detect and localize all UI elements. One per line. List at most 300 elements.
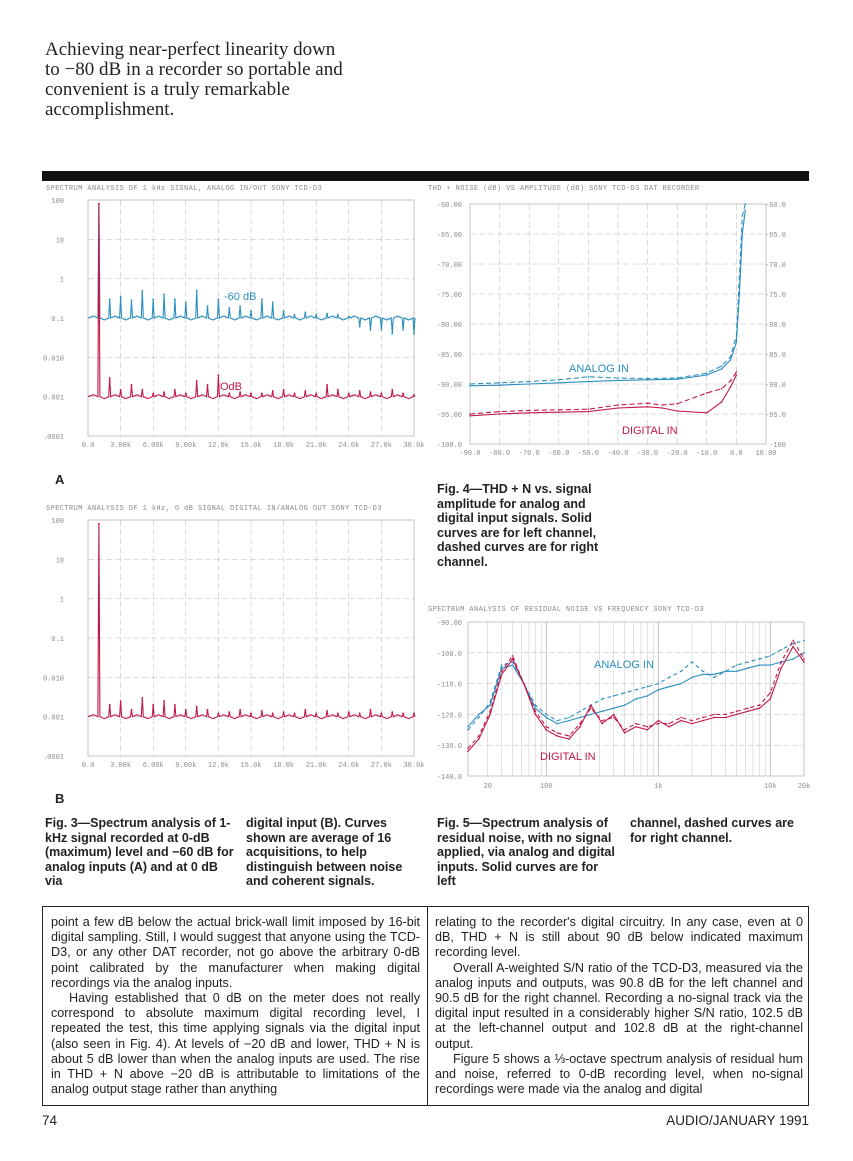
data-point bbox=[706, 372, 708, 374]
data-point bbox=[759, 704, 761, 706]
annotation-blue: ANALOG IN bbox=[569, 363, 629, 375]
y-tick-label: 100 bbox=[51, 198, 64, 206]
x-tick-label: -80.0 bbox=[489, 450, 511, 458]
x-tick-label: 20 bbox=[483, 783, 492, 791]
y-tick-label: .0001 bbox=[42, 434, 64, 442]
pull-quote: Achieving near-perfect linearity down to −80 dB in a recorder so portable and convenient is a truly remarkable accomplishment. bbox=[45, 39, 343, 120]
data-point bbox=[469, 413, 471, 415]
data-point bbox=[680, 683, 682, 685]
data-point bbox=[218, 374, 220, 376]
data-point bbox=[528, 383, 530, 385]
data-point bbox=[413, 713, 415, 715]
body-column-right bbox=[435, 915, 803, 1097]
data-point bbox=[348, 711, 350, 713]
data-point bbox=[239, 709, 241, 711]
y-tick-label: 0.001 bbox=[42, 714, 64, 723]
data-point bbox=[742, 233, 744, 235]
data-point bbox=[402, 713, 404, 715]
data-point bbox=[218, 298, 220, 300]
data-point bbox=[174, 298, 176, 300]
data-point bbox=[747, 667, 749, 669]
data-point bbox=[467, 747, 469, 749]
y-tick-label-right: -100 bbox=[769, 442, 786, 450]
x-tick-label: 12.0k bbox=[207, 762, 229, 770]
x-tick-label: 20k bbox=[797, 783, 811, 791]
annotation-blue: -60 dB bbox=[224, 291, 257, 303]
data-point bbox=[467, 729, 469, 731]
data-point bbox=[131, 384, 133, 386]
x-tick-label: 24.0k bbox=[338, 442, 360, 450]
data-point bbox=[359, 390, 361, 392]
x-tick-label: 15.0k bbox=[240, 762, 262, 770]
y-tick-label-right: -70.0 bbox=[764, 262, 786, 270]
y-tick-label: .0001 bbox=[42, 754, 64, 762]
data-point bbox=[337, 713, 339, 715]
body-column-left bbox=[51, 915, 420, 1097]
data-point bbox=[326, 313, 328, 315]
data-point bbox=[501, 670, 503, 672]
data-point bbox=[601, 698, 603, 700]
x-tick-label: 27.0k bbox=[370, 442, 392, 450]
data-point bbox=[283, 310, 285, 312]
y-tick-label: -95.00 bbox=[436, 412, 462, 420]
x-tick-label: -90.0 bbox=[459, 450, 481, 458]
x-tick-label: 18.0k bbox=[273, 762, 295, 770]
y-tick-label-right: -95.0 bbox=[764, 412, 786, 420]
data-point bbox=[391, 333, 393, 335]
y-tick-label: -110.0 bbox=[436, 681, 462, 690]
data-point bbox=[691, 661, 693, 663]
data-point bbox=[528, 381, 530, 383]
data-point bbox=[489, 714, 491, 716]
data-point bbox=[478, 735, 480, 737]
fig3b-title: SPECTRUM ANALYSIS OF 1 kHz, 0 dB SIGNAL DIGITAL IN/ANALOG OUT SONY TCD-D3 bbox=[46, 505, 382, 513]
y-tick-label: -80.00 bbox=[436, 322, 462, 330]
data-point bbox=[337, 389, 339, 391]
data-point bbox=[501, 674, 503, 676]
series-line-blue-solid bbox=[470, 210, 745, 386]
x-tick-label: 0.0 bbox=[81, 442, 95, 450]
data-point bbox=[413, 333, 415, 335]
data-point bbox=[744, 209, 746, 211]
x-tick-label: -20.0 bbox=[666, 450, 688, 458]
x-tick-label: 24.0k bbox=[338, 762, 360, 770]
x-tick-label: 6.00k bbox=[142, 442, 164, 450]
data-point bbox=[163, 293, 165, 295]
data-point bbox=[478, 714, 480, 716]
data-point bbox=[744, 203, 746, 205]
data-point bbox=[742, 215, 744, 217]
fig5-caption-left: Fig. 5—Spectrum analysis of residual noise, with no signal applied, via analog and digital inputs. Solid curves are for left bbox=[437, 816, 615, 888]
y-tick-label: 0.1 bbox=[51, 636, 64, 644]
data-point bbox=[489, 701, 491, 703]
data-point bbox=[141, 389, 143, 391]
y-tick-label: 0.001 bbox=[42, 394, 64, 403]
data-point bbox=[337, 314, 339, 316]
data-point bbox=[467, 726, 469, 728]
x-tick-label: 6.00k bbox=[142, 762, 164, 770]
x-tick-label: 3.00k bbox=[110, 442, 132, 450]
data-point bbox=[294, 713, 296, 715]
data-point bbox=[228, 307, 230, 309]
data-point bbox=[489, 711, 491, 713]
data-point bbox=[272, 713, 274, 715]
data-point bbox=[469, 385, 471, 387]
data-point bbox=[348, 315, 350, 317]
data-point bbox=[662, 404, 664, 406]
y-tick-label-right: -85.0 bbox=[764, 352, 786, 360]
data-point bbox=[391, 711, 393, 713]
data-point bbox=[769, 692, 771, 694]
data-point bbox=[721, 388, 723, 390]
data-point bbox=[747, 661, 749, 663]
data-point bbox=[676, 403, 678, 405]
data-point bbox=[402, 393, 404, 395]
y-tick-label: -70.00 bbox=[436, 262, 462, 270]
data-point bbox=[556, 732, 558, 734]
y-tick-label: -90.00 bbox=[436, 620, 462, 628]
data-point bbox=[588, 408, 590, 410]
data-point bbox=[402, 329, 404, 331]
data-point bbox=[250, 310, 252, 312]
data-point bbox=[545, 726, 547, 728]
data-point bbox=[721, 401, 723, 403]
data-point bbox=[613, 707, 615, 709]
x-tick-label: -60.0 bbox=[548, 450, 570, 458]
data-point bbox=[163, 391, 165, 393]
data-point bbox=[109, 704, 111, 706]
data-point bbox=[579, 717, 581, 719]
data-point bbox=[590, 714, 592, 716]
annotation-red: DIGITAL IN bbox=[622, 425, 678, 437]
annotation-blue: ANALOG IN bbox=[594, 659, 654, 671]
data-point bbox=[668, 723, 670, 725]
column-divider bbox=[427, 907, 428, 1106]
x-tick-label: -10.0 bbox=[696, 450, 718, 458]
data-point bbox=[730, 386, 732, 388]
data-point bbox=[647, 686, 649, 688]
data-point bbox=[624, 732, 626, 734]
data-point bbox=[391, 389, 393, 391]
data-point bbox=[558, 409, 560, 411]
data-point bbox=[624, 729, 626, 731]
data-point bbox=[261, 298, 263, 300]
data-point bbox=[702, 717, 704, 719]
data-point bbox=[381, 329, 383, 331]
data-point bbox=[736, 374, 738, 376]
data-point bbox=[613, 714, 615, 716]
data-point bbox=[769, 664, 771, 666]
y-tick-label: -140.0 bbox=[436, 774, 462, 782]
data-point bbox=[109, 377, 111, 379]
data-point bbox=[730, 380, 732, 382]
fig4-title: THD + NOISE (dB) VS AMPLITUDE (dB) SONY TCD-D3 DAT RECORDER bbox=[428, 185, 700, 193]
data-point bbox=[359, 326, 361, 328]
data-point bbox=[579, 723, 581, 725]
data-point bbox=[326, 710, 328, 712]
data-point bbox=[657, 720, 659, 722]
data-point bbox=[109, 298, 111, 300]
data-point bbox=[294, 393, 296, 395]
magazine-issue: AUDIO/JANUARY 1991 bbox=[666, 1113, 809, 1128]
data-point bbox=[617, 377, 619, 379]
y-tick-label-right: -75.0 bbox=[764, 292, 786, 300]
fig4-chart bbox=[424, 194, 812, 466]
data-point bbox=[469, 415, 471, 417]
data-point bbox=[556, 720, 558, 722]
fig5-title: SPECTRUM ANALYSIS OF RESIDUAL NOISE VS FREQUENCY SONY TCD-D3 bbox=[428, 606, 705, 614]
data-point bbox=[370, 709, 372, 711]
data-point bbox=[528, 412, 530, 414]
data-point bbox=[535, 714, 537, 716]
data-point bbox=[131, 300, 133, 302]
data-point bbox=[196, 706, 198, 708]
fig5-chart bbox=[424, 614, 812, 794]
fig3b-chart bbox=[42, 514, 432, 786]
x-tick-label: -70.0 bbox=[518, 450, 540, 458]
data-point bbox=[725, 670, 727, 672]
body-paragraph: point a few dB below the actual brick-wall limit imposed by 16-bit digital sampling. Still, I would suggest that anyone using the TCD-D3, or any other DAT recorder, not go above the arbitrary 0-dB point calibrated by the manufacturer when making digital recordings via the analog inputs. bbox=[51, 915, 420, 990]
data-point bbox=[568, 735, 570, 737]
x-tick-label: 9.00k bbox=[175, 762, 197, 770]
x-tick-label: -40.0 bbox=[607, 450, 629, 458]
data-point bbox=[294, 314, 296, 316]
y-tick-label: -130.0 bbox=[436, 743, 462, 752]
data-point bbox=[635, 698, 637, 700]
data-point bbox=[780, 649, 782, 651]
data-point bbox=[759, 707, 761, 709]
data-point bbox=[196, 380, 198, 382]
data-point bbox=[647, 406, 649, 408]
x-tick-label: 18.0k bbox=[273, 442, 295, 450]
data-point bbox=[691, 720, 693, 722]
data-point bbox=[185, 709, 187, 711]
data-point bbox=[326, 384, 328, 386]
data-point bbox=[657, 683, 659, 685]
data-point bbox=[680, 717, 682, 719]
data-point bbox=[617, 407, 619, 409]
data-point bbox=[635, 723, 637, 725]
data-point bbox=[315, 314, 317, 316]
data-point bbox=[601, 711, 603, 713]
data-point bbox=[556, 735, 558, 737]
data-point bbox=[588, 381, 590, 383]
data-point bbox=[152, 704, 154, 706]
data-point bbox=[579, 711, 581, 713]
x-tick-label: 12.0k bbox=[207, 442, 229, 450]
data-point bbox=[730, 356, 732, 358]
x-tick-label: 10.00 bbox=[755, 450, 777, 458]
y-tick-label-right: -60.0 bbox=[764, 202, 786, 210]
data-point bbox=[725, 717, 727, 719]
data-point bbox=[535, 711, 537, 713]
data-point bbox=[590, 707, 592, 709]
data-point bbox=[662, 407, 664, 409]
body-paragraph: Overall A-weighted S/N ratio of the TCD-D3, measured via the analog inputs and outputs, was 90.8 dB for the left channel and 90.5 dB for the right channel. Recording a no-signal track via the digital input resulted in a considerably higher S/N ratio, 102.5 dB at the left-channel output and 102.8 dB at the right-channel output. bbox=[435, 960, 803, 1051]
data-point bbox=[131, 709, 133, 711]
body-text-box bbox=[42, 906, 809, 1106]
data-point bbox=[680, 720, 682, 722]
y-tick-label: -100.0 bbox=[436, 650, 462, 659]
top-rule bbox=[42, 171, 809, 181]
data-point bbox=[747, 711, 749, 713]
data-point bbox=[579, 726, 581, 728]
y-tick-label: 0.010 bbox=[42, 355, 64, 364]
data-point bbox=[792, 643, 794, 645]
y-tick-label: -60.00 bbox=[436, 202, 462, 210]
data-point bbox=[647, 378, 649, 380]
data-point bbox=[413, 394, 415, 396]
data-point bbox=[523, 683, 525, 685]
data-point bbox=[780, 661, 782, 663]
data-point bbox=[250, 713, 252, 715]
annotation-red: OdB bbox=[220, 381, 243, 393]
data-point bbox=[647, 729, 649, 731]
y-tick-label-right: -65.0 bbox=[764, 232, 786, 240]
data-point bbox=[769, 655, 771, 657]
data-point bbox=[228, 711, 230, 713]
data-point bbox=[239, 305, 241, 307]
data-point bbox=[691, 723, 693, 725]
data-point bbox=[803, 652, 805, 654]
data-point bbox=[98, 203, 100, 205]
y-tick-label-right: -80.0 bbox=[764, 322, 786, 330]
data-point bbox=[501, 664, 503, 666]
data-point bbox=[588, 376, 590, 378]
data-point bbox=[736, 670, 738, 672]
data-point bbox=[792, 658, 794, 660]
data-point bbox=[647, 695, 649, 697]
y-tick-label: 0.1 bbox=[51, 316, 64, 324]
data-point bbox=[736, 341, 738, 343]
data-point bbox=[315, 713, 317, 715]
data-point bbox=[647, 402, 649, 404]
data-point bbox=[499, 382, 501, 384]
data-point bbox=[304, 311, 306, 313]
data-point bbox=[359, 713, 361, 715]
data-point bbox=[725, 714, 727, 716]
data-point bbox=[141, 290, 143, 292]
data-point bbox=[535, 704, 537, 706]
data-point bbox=[499, 413, 501, 415]
data-point bbox=[721, 368, 723, 370]
page-number: 74 bbox=[42, 1113, 58, 1128]
data-point bbox=[713, 717, 715, 719]
data-point bbox=[702, 674, 704, 676]
data-point bbox=[736, 664, 738, 666]
y-tick-label: 1 bbox=[59, 596, 64, 605]
fig3a-chart bbox=[42, 194, 432, 466]
y-tick-label: -75.00 bbox=[436, 292, 462, 300]
data-point bbox=[174, 389, 176, 391]
data-point bbox=[185, 301, 187, 303]
data-point bbox=[207, 709, 209, 711]
x-tick-label: 27.0k bbox=[370, 762, 392, 770]
series-line-blue bbox=[88, 204, 415, 334]
data-point bbox=[780, 667, 782, 669]
data-point bbox=[680, 670, 682, 672]
x-tick-label: 9.00k bbox=[175, 442, 197, 450]
data-point bbox=[499, 411, 501, 413]
x-tick-label: 1k bbox=[654, 783, 663, 791]
data-point bbox=[370, 329, 372, 331]
y-tick-label: -90.00 bbox=[436, 382, 462, 390]
fig3a-title: SPECTRUM ANALYSIS OF 1 kHz SIGNAL, ANALOG IN/OUT SONY TCD-D3 bbox=[46, 185, 323, 193]
data-point bbox=[590, 704, 592, 706]
data-point bbox=[702, 670, 704, 672]
data-point bbox=[730, 359, 732, 361]
data-point bbox=[668, 726, 670, 728]
y-tick-label: 10 bbox=[55, 237, 64, 246]
data-point bbox=[512, 655, 514, 657]
data-point bbox=[706, 412, 708, 414]
data-point bbox=[676, 377, 678, 379]
data-point bbox=[528, 410, 530, 412]
data-point bbox=[499, 384, 501, 386]
data-point bbox=[283, 711, 285, 713]
data-point bbox=[736, 335, 738, 337]
data-point bbox=[657, 689, 659, 691]
data-point bbox=[272, 390, 274, 392]
data-point bbox=[759, 664, 761, 666]
data-point bbox=[759, 658, 761, 660]
x-tick-label: 0.0 bbox=[730, 450, 743, 458]
data-point bbox=[747, 707, 749, 709]
data-point bbox=[120, 389, 122, 391]
data-point bbox=[568, 717, 570, 719]
y-tick-label: 10 bbox=[55, 557, 64, 566]
x-tick-label: 30.0k bbox=[403, 762, 425, 770]
data-point bbox=[196, 290, 198, 292]
data-point bbox=[635, 726, 637, 728]
y-tick-label: -65.00 bbox=[436, 232, 462, 240]
data-point bbox=[721, 365, 723, 367]
x-tick-label: 0.0 bbox=[81, 762, 95, 770]
data-point bbox=[261, 710, 263, 712]
data-point bbox=[98, 523, 100, 525]
data-point bbox=[613, 717, 615, 719]
data-point bbox=[478, 738, 480, 740]
data-point bbox=[370, 391, 372, 393]
data-point bbox=[163, 700, 165, 702]
data-point bbox=[467, 751, 469, 753]
data-point bbox=[304, 390, 306, 392]
data-point bbox=[713, 674, 715, 676]
data-point bbox=[617, 380, 619, 382]
x-tick-label: 21.0k bbox=[305, 762, 327, 770]
data-point bbox=[657, 723, 659, 725]
data-point bbox=[174, 704, 176, 706]
data-point bbox=[489, 704, 491, 706]
data-point bbox=[617, 404, 619, 406]
data-point bbox=[736, 714, 738, 716]
data-point bbox=[792, 646, 794, 648]
data-point bbox=[381, 393, 383, 395]
data-point bbox=[601, 720, 603, 722]
data-point bbox=[207, 305, 209, 307]
series-line-blue-dashed bbox=[468, 641, 804, 730]
data-point bbox=[739, 275, 741, 277]
data-point bbox=[120, 296, 122, 298]
data-point bbox=[261, 393, 263, 395]
y-tick-label-right: -90.0 bbox=[764, 382, 786, 390]
data-point bbox=[558, 379, 560, 381]
data-point bbox=[207, 384, 209, 386]
x-tick-label: 15.0k bbox=[240, 442, 262, 450]
data-point bbox=[803, 661, 805, 663]
data-point bbox=[635, 689, 637, 691]
data-point bbox=[152, 393, 154, 395]
